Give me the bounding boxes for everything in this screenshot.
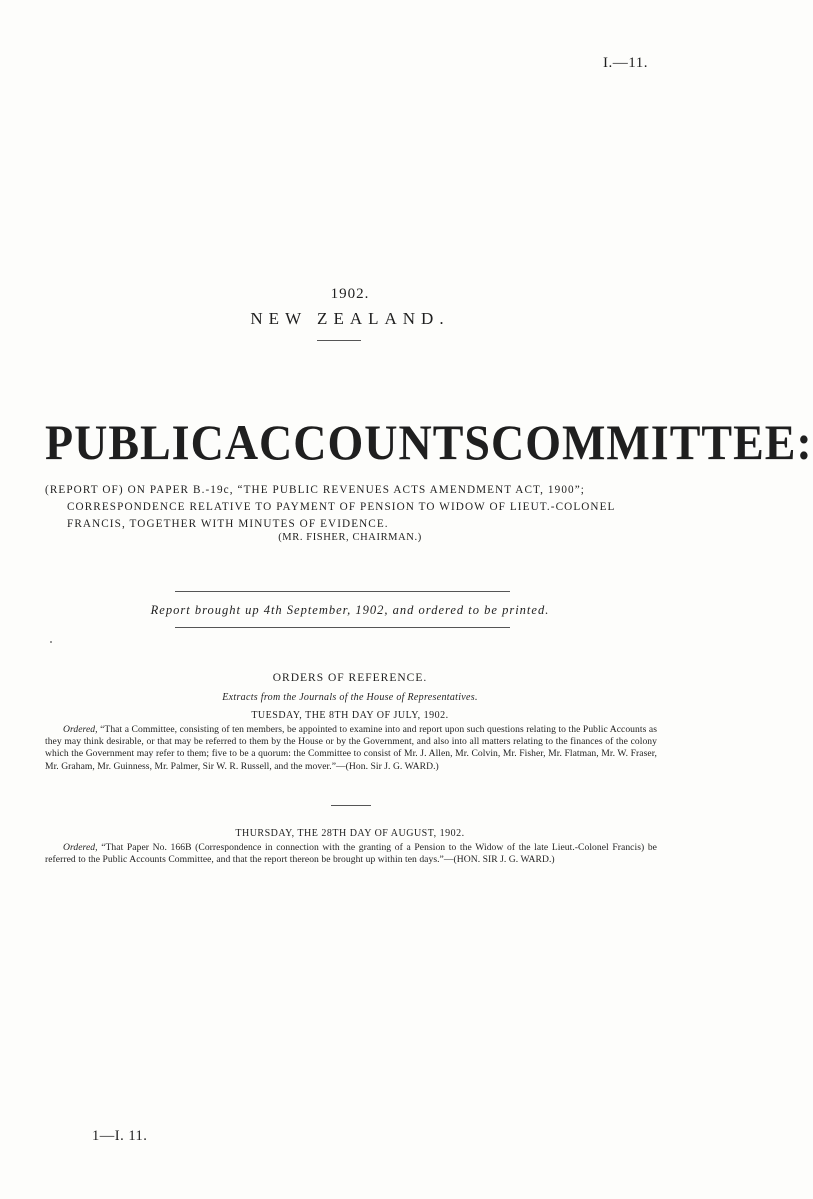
extracts-note: Extracts from the Journals of the House of Representatives.: [222, 692, 478, 703]
order-paragraph-2: [45, 842, 657, 866]
report-note: Report brought up 4th September, 1902, and ordered to be printed.: [150, 603, 550, 617]
title-word-1: PUBLIC: [45, 414, 225, 470]
chairman-note: (MR. FISHER, CHAIRMAN.): [278, 532, 422, 543]
title-word-2: ACCOUNTS: [224, 414, 491, 470]
order-date-2: THURSDAY, THE 28TH DAY OF AUGUST, 1902.: [235, 828, 465, 839]
subtitle-line-2: CORRESPONDENCE RELATIVE TO PAYMENT OF PENSION TO WIDOW OF LIEUT.-COLONEL: [67, 501, 616, 513]
speck: [50, 641, 52, 643]
divider-bottom: [175, 627, 510, 628]
country-name: NEW ZEALAND.: [250, 309, 450, 328]
orders-heading: ORDERS OF REFERENCE.: [272, 672, 428, 684]
order-divider: [331, 805, 371, 806]
document-title: [45, 414, 813, 470]
sheet-reference: 1—I. 11.: [92, 1128, 148, 1144]
order-text-1: “That a Committee, consisting of ten members, be appointed to examine into and report upon such questions relating to the Public Accounts as they may think desirable, or that may be referred to them by the House or by the Government, and also into all matters relating to the finances of the colony which the Government may refer to them; five to be a quorum: the Committee to consist of Mr. J. Allen, Mr. Colvin, Mr. Fisher, Mr. Flatman, Mr. W. Fraser, Mr. Graham, Mr. Guinness, Mr. Palmer, Sir W. R. Russell, and the mover.”—(Hon. Sir J. G. WARD.): [45, 724, 657, 772]
short-divider: [317, 340, 361, 341]
subtitle-line-1: (REPORT OF) ON PAPER B.-19c, “THE PUBLIC REVENUES ACTS AMENDMENT ACT, 1900”;: [45, 484, 585, 496]
document-subtitle: [45, 482, 655, 533]
divider-top: [175, 591, 510, 592]
page-reference: I.—11.: [603, 55, 648, 71]
subtitle-line-3: FRANCIS, TOGETHER WITH MINUTES OF EVIDENCE.: [67, 518, 389, 530]
order-text-2: “That Paper No. 166B (Correspondence in connection with the granting of a Pension to the Widow of the late Lieut.-Colonel Francis) be referred to the Public Accounts Committee, and that the report thereon be brought up within ten days.”—(HON. SIR J. G. WARD.): [45, 842, 657, 866]
order-date-1: TUESDAY, THE 8TH DAY OF JULY, 1902.: [251, 710, 449, 721]
order-lead-1: Ordered,: [63, 724, 98, 735]
order-lead-2: Ordered,: [63, 842, 98, 853]
title-word-3: COMMITTEE:: [490, 414, 813, 470]
order-paragraph-1: [45, 724, 657, 773]
year: 1902.: [330, 286, 370, 302]
